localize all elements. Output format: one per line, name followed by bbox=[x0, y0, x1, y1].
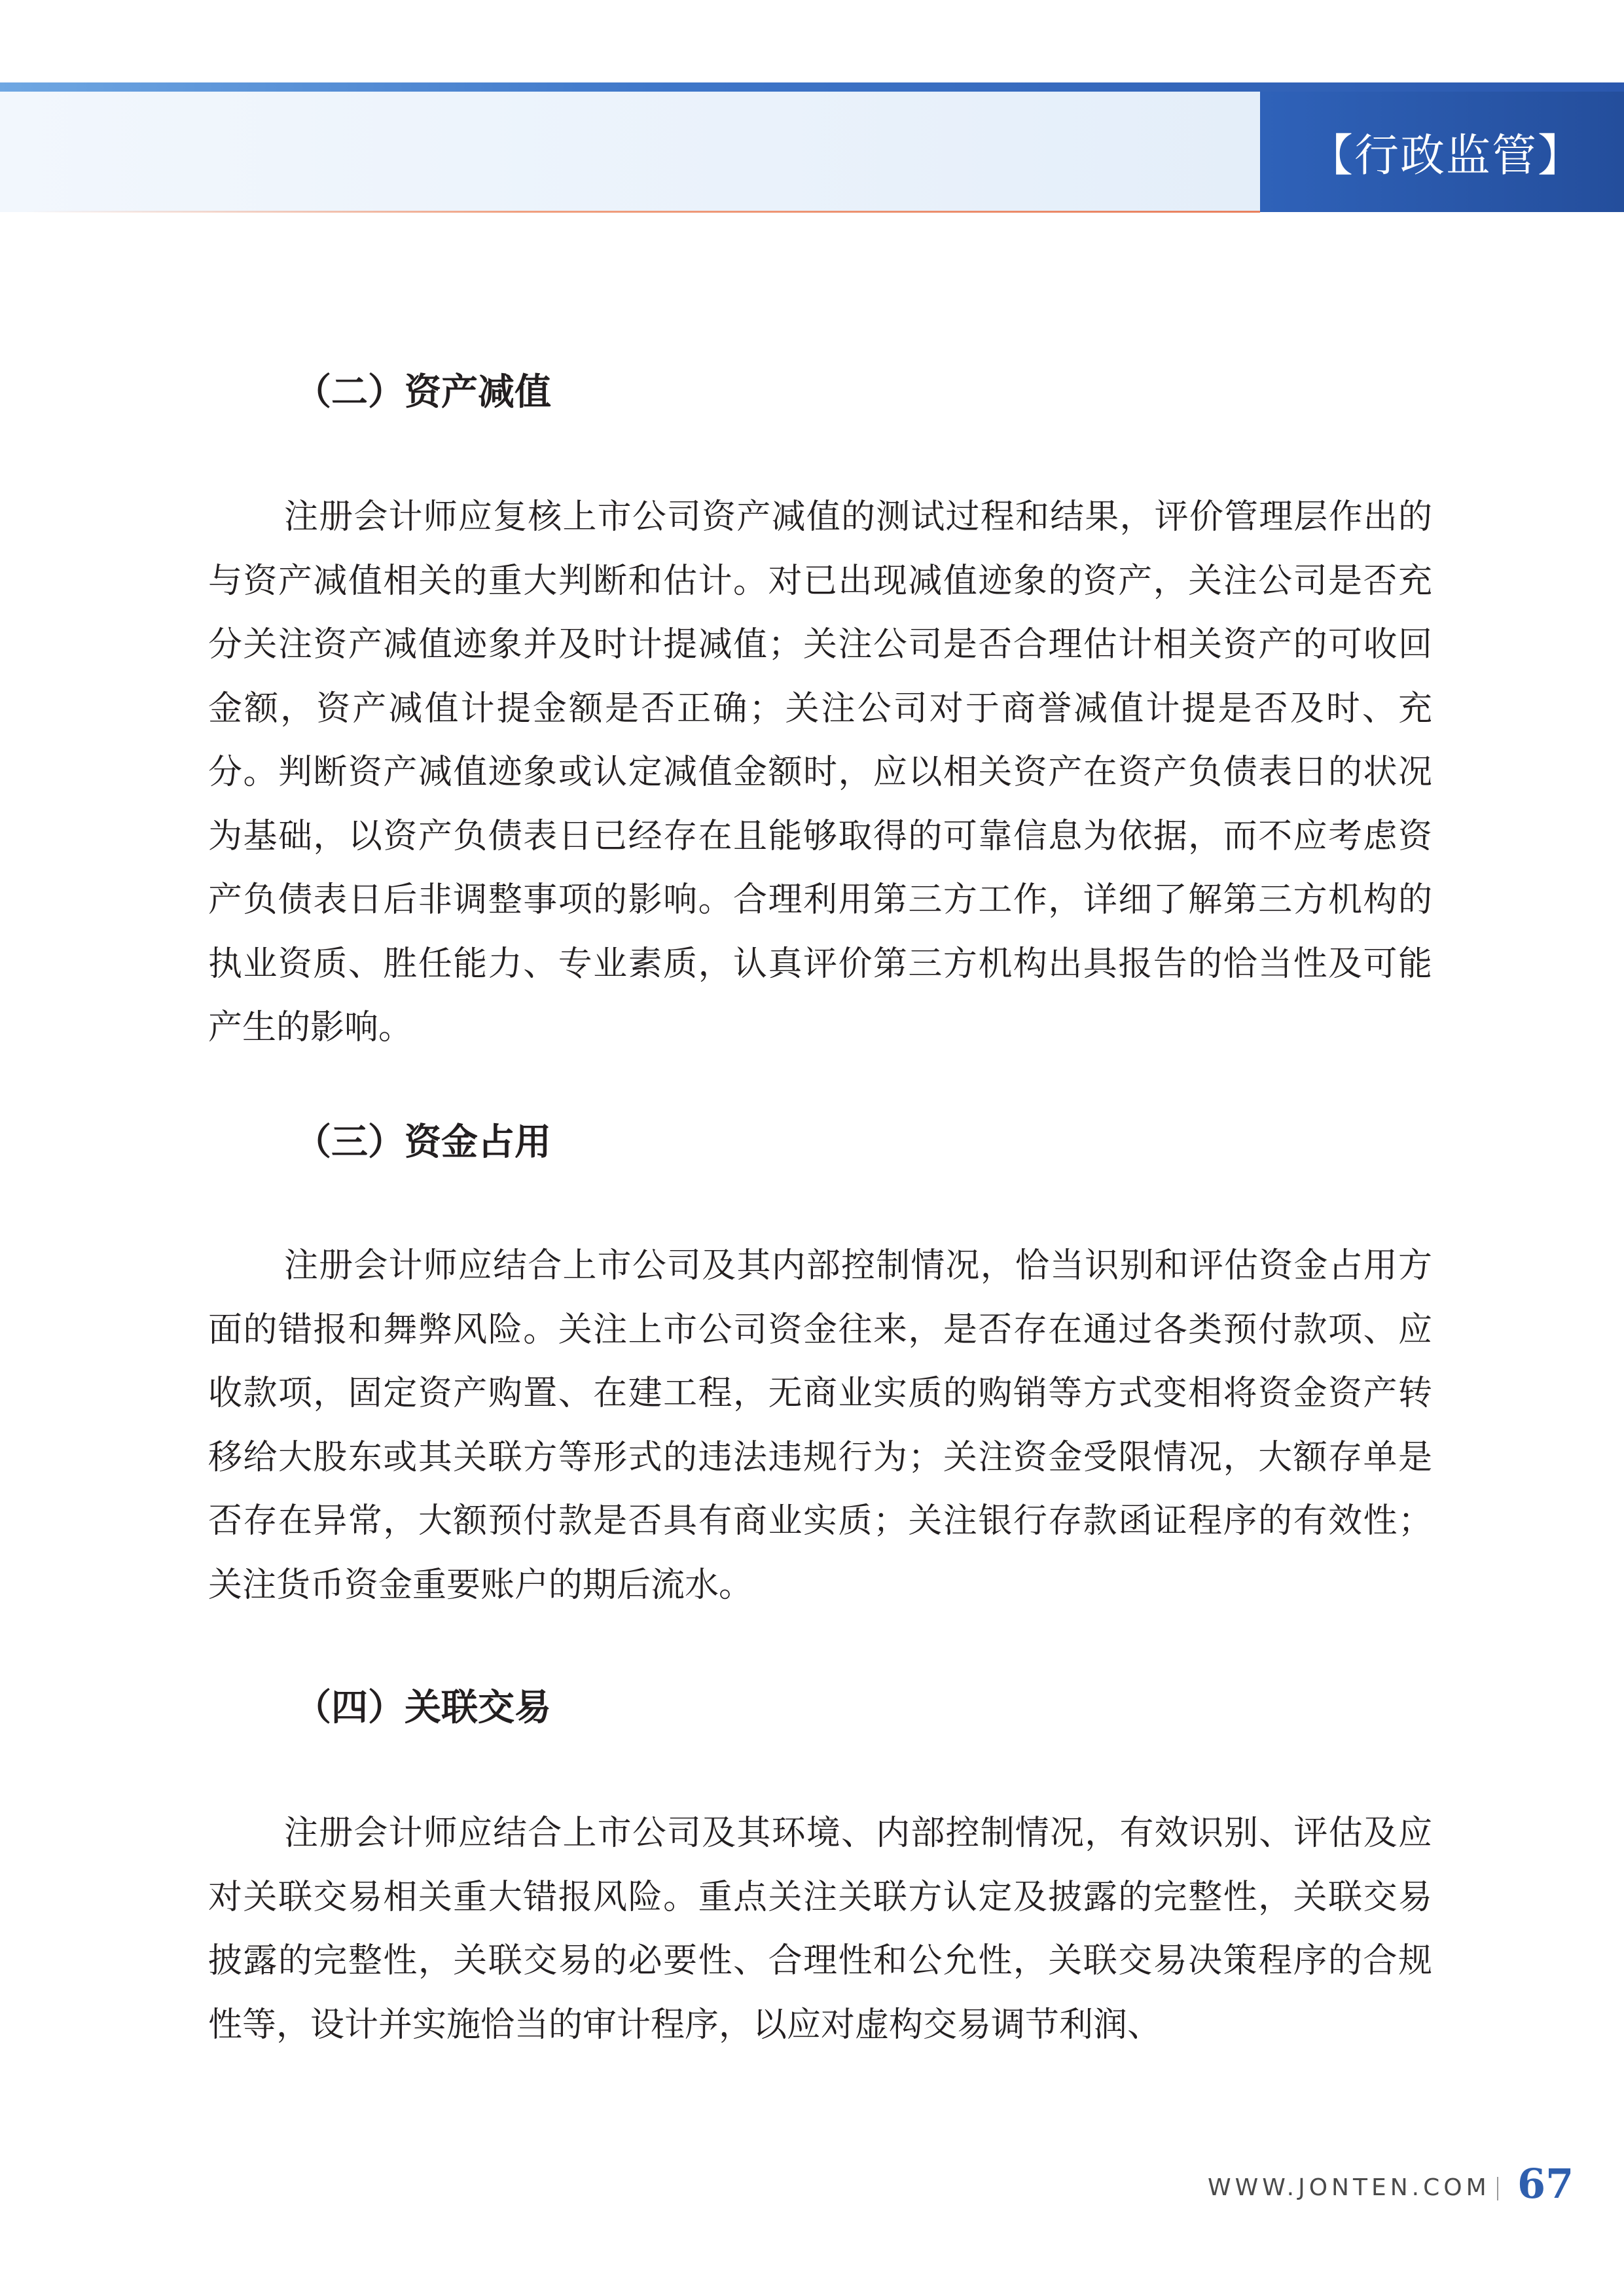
page-number: 67 bbox=[1517, 2160, 1574, 2208]
paragraph-related-transactions: 注册会计师应结合上市公司及其环境、内部控制情况，有效识别、评估及应对关联交易相关重大错报风险。重点关注关联方认定及披露的完整性，关联交易披露的完整性，关联交易的必要性、合理性和公允性，关联交易决策程序的合规性等，设计并实施恰当的审计程序，以应对虚构交易调节利润、 bbox=[208, 1814, 1432, 2045]
section-tag bbox=[1260, 92, 1624, 212]
footer-website: WWW.JONTEN.COM bbox=[1208, 2174, 1490, 2201]
heading-related-transactions: （四）关联交易 bbox=[295, 1687, 551, 1729]
section-tag-label: 【行政监管】 bbox=[1308, 130, 1584, 182]
header-top-bar bbox=[0, 82, 1624, 92]
heading-fund-occupation: （三）资金占用 bbox=[295, 1121, 551, 1164]
header-divider bbox=[26, 211, 1260, 213]
header-band bbox=[0, 92, 1260, 212]
paragraph-fund-occupation: 注册会计师应结合上市公司及其内部控制情况，恰当识别和评估资金占用方面的错报和舞弊风险。关注上市公司资金往来，是否存在通过各类预付款项、应收款项，固定资产购置、在建工程，无商业实质的购销等方式变相将资金资产转移给大股东或其关联方等形式的违法违规行为；关注资金受限情况，大额存单是否存在异常，大额预付款是否具有商业实质；关注银行存款函证程序的有效性；关注货币资金重要账户的期后流水。 bbox=[208, 1246, 1432, 1605]
paragraph-asset-impairment: 注册会计师应复核上市公司资产减值的测试过程和结果，评价管理层作出的与资产减值相关的重大判断和估计。对已出现减值迹象的资产，关注公司是否充分关注资产减值迹象并及时计提减值；关注公司是否合理估计相关资产的可收回金额，资产减值计提金额是否正确；关注公司对于商誉减值计提是否及时、充分。判断资产减值迹象或认定减值金额时，应以相关资产在资产负债表日的状况为基础，以资产负债表日已经存在且能够取得的可靠信息为依据，而不应考虑资产负债表日后非调整事项的影响。合理利用第三方工作，详细了解第三方机构的执业资质、胜任能力、专业素质，认真评价第三方机构出具报告的恰当性及可能产生的影响。 bbox=[208, 497, 1432, 1047]
heading-asset-impairment: （二）资产减值 bbox=[295, 371, 551, 414]
footer-separator bbox=[1497, 2177, 1498, 2200]
